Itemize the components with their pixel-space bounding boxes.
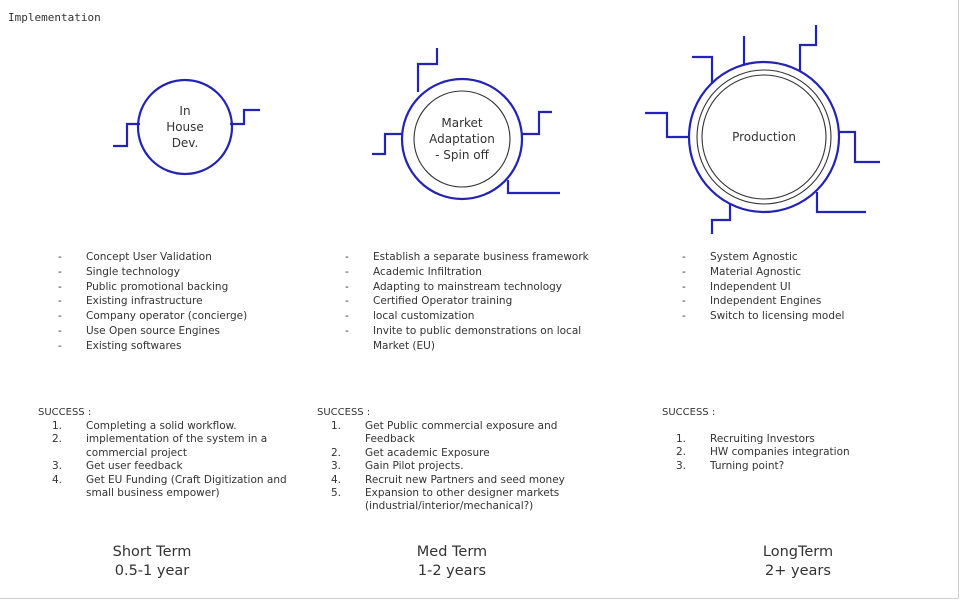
list-item: - Existing infrastructure (58, 294, 298, 309)
phase-1-bullet-list (58, 250, 298, 354)
list-item: - Existing softwares (58, 339, 298, 354)
list-item: - Independent Engines (682, 294, 912, 309)
term-name: LongTerm (762, 544, 834, 560)
phase-1-success-list (38, 420, 298, 500)
phase-2-circuit-bottom (508, 180, 560, 193)
phase-2-circuit-right (521, 112, 552, 134)
list-item: 1. Recruiting Investors (675, 433, 815, 445)
list-item: - Concept User Validation (58, 250, 298, 265)
phase-3-success-title: SUCCESS : (662, 407, 716, 418)
list-item: 1. Get Public commercial exposure and Feedback (330, 420, 558, 446)
page-title: Implementation (8, 11, 101, 24)
list-item: 1. Completing a solid workflow. (51, 420, 237, 432)
list-item: - Material Agnostic (682, 265, 912, 280)
phase-3-circle-label: Production (732, 130, 796, 144)
list-item: - Use Open source Engines (58, 324, 298, 339)
phase-2-circle-label: Market Adaptation - Spin off (429, 116, 495, 162)
phase-1-circuit-left (113, 124, 140, 146)
list-item: 2. HW companies integration (675, 446, 850, 459)
list-item: - Public promotional backing (58, 280, 298, 295)
list-item: 3. Gain Pilot projects. (330, 460, 464, 473)
list-item: - Company operator (concierge) (58, 309, 298, 324)
list-item: - Switch to licensing model (682, 309, 912, 324)
phase-3-success-list (662, 433, 902, 473)
phase-3-term (738, 543, 858, 581)
list-item: - Independent UI (682, 280, 912, 295)
list-item: 3. Turning point? (675, 459, 785, 472)
phase-2-bullet-list (345, 250, 595, 354)
phase-3-circuit-bottom-left (712, 204, 730, 234)
list-item: - Academic Infiltration (345, 265, 595, 280)
list-item: - Establish a separate business framework (345, 250, 595, 265)
list-item: - local customization (345, 309, 595, 324)
term-name: Short Term (112, 544, 192, 560)
list-item: - System Agnostic (682, 250, 912, 265)
phase-3-circuit-top-left (692, 57, 712, 84)
list-item: 5. Expansion to other designer markets (industrial/interior/mechanical?) (330, 487, 560, 513)
list-item: - Invite to public demonstrations on local Market (EU) (345, 324, 595, 354)
list-item: - Adapting to mainstream technology (345, 280, 595, 295)
phase-1-circle-label: In House Dev. (166, 104, 204, 150)
term-duration: 0.5-1 year (114, 563, 190, 579)
phase-1-circuit-right (230, 110, 260, 124)
phase-3-circuit-bottom-right (817, 192, 866, 212)
phase-2-circuit-left (372, 134, 403, 154)
list-item: 2. Get academic Exposure (330, 446, 490, 459)
list-item: - Single technology (58, 265, 298, 280)
phase-1-success-title: SUCCESS : (38, 407, 92, 418)
term-name: Med Term (416, 544, 488, 560)
list-item: 2. implementation of the system in a commercial project (51, 433, 268, 459)
phase-3-circuit-top-right (800, 25, 816, 71)
term-duration: 1-2 years (417, 563, 487, 579)
phase-3-bullet-list (682, 250, 912, 324)
phase-3-circuit-left (645, 113, 689, 137)
term-duration: 2+ years (765, 563, 831, 579)
list-item: - Certified Operator training (345, 294, 595, 309)
phase-2-success-title: SUCCESS : (317, 407, 371, 418)
phase-2-success-list (317, 420, 577, 514)
phase-1-term (92, 543, 212, 581)
list-item: 4. Get EU Funding (Craft Digitization and small business empower) (51, 473, 287, 500)
list-item: 3. Get user feedback (51, 460, 183, 473)
list-item: 4. Recruit new Partners and seed money (330, 473, 565, 486)
phase-3-circuit-right (838, 132, 880, 162)
phase-2-term (392, 543, 512, 581)
